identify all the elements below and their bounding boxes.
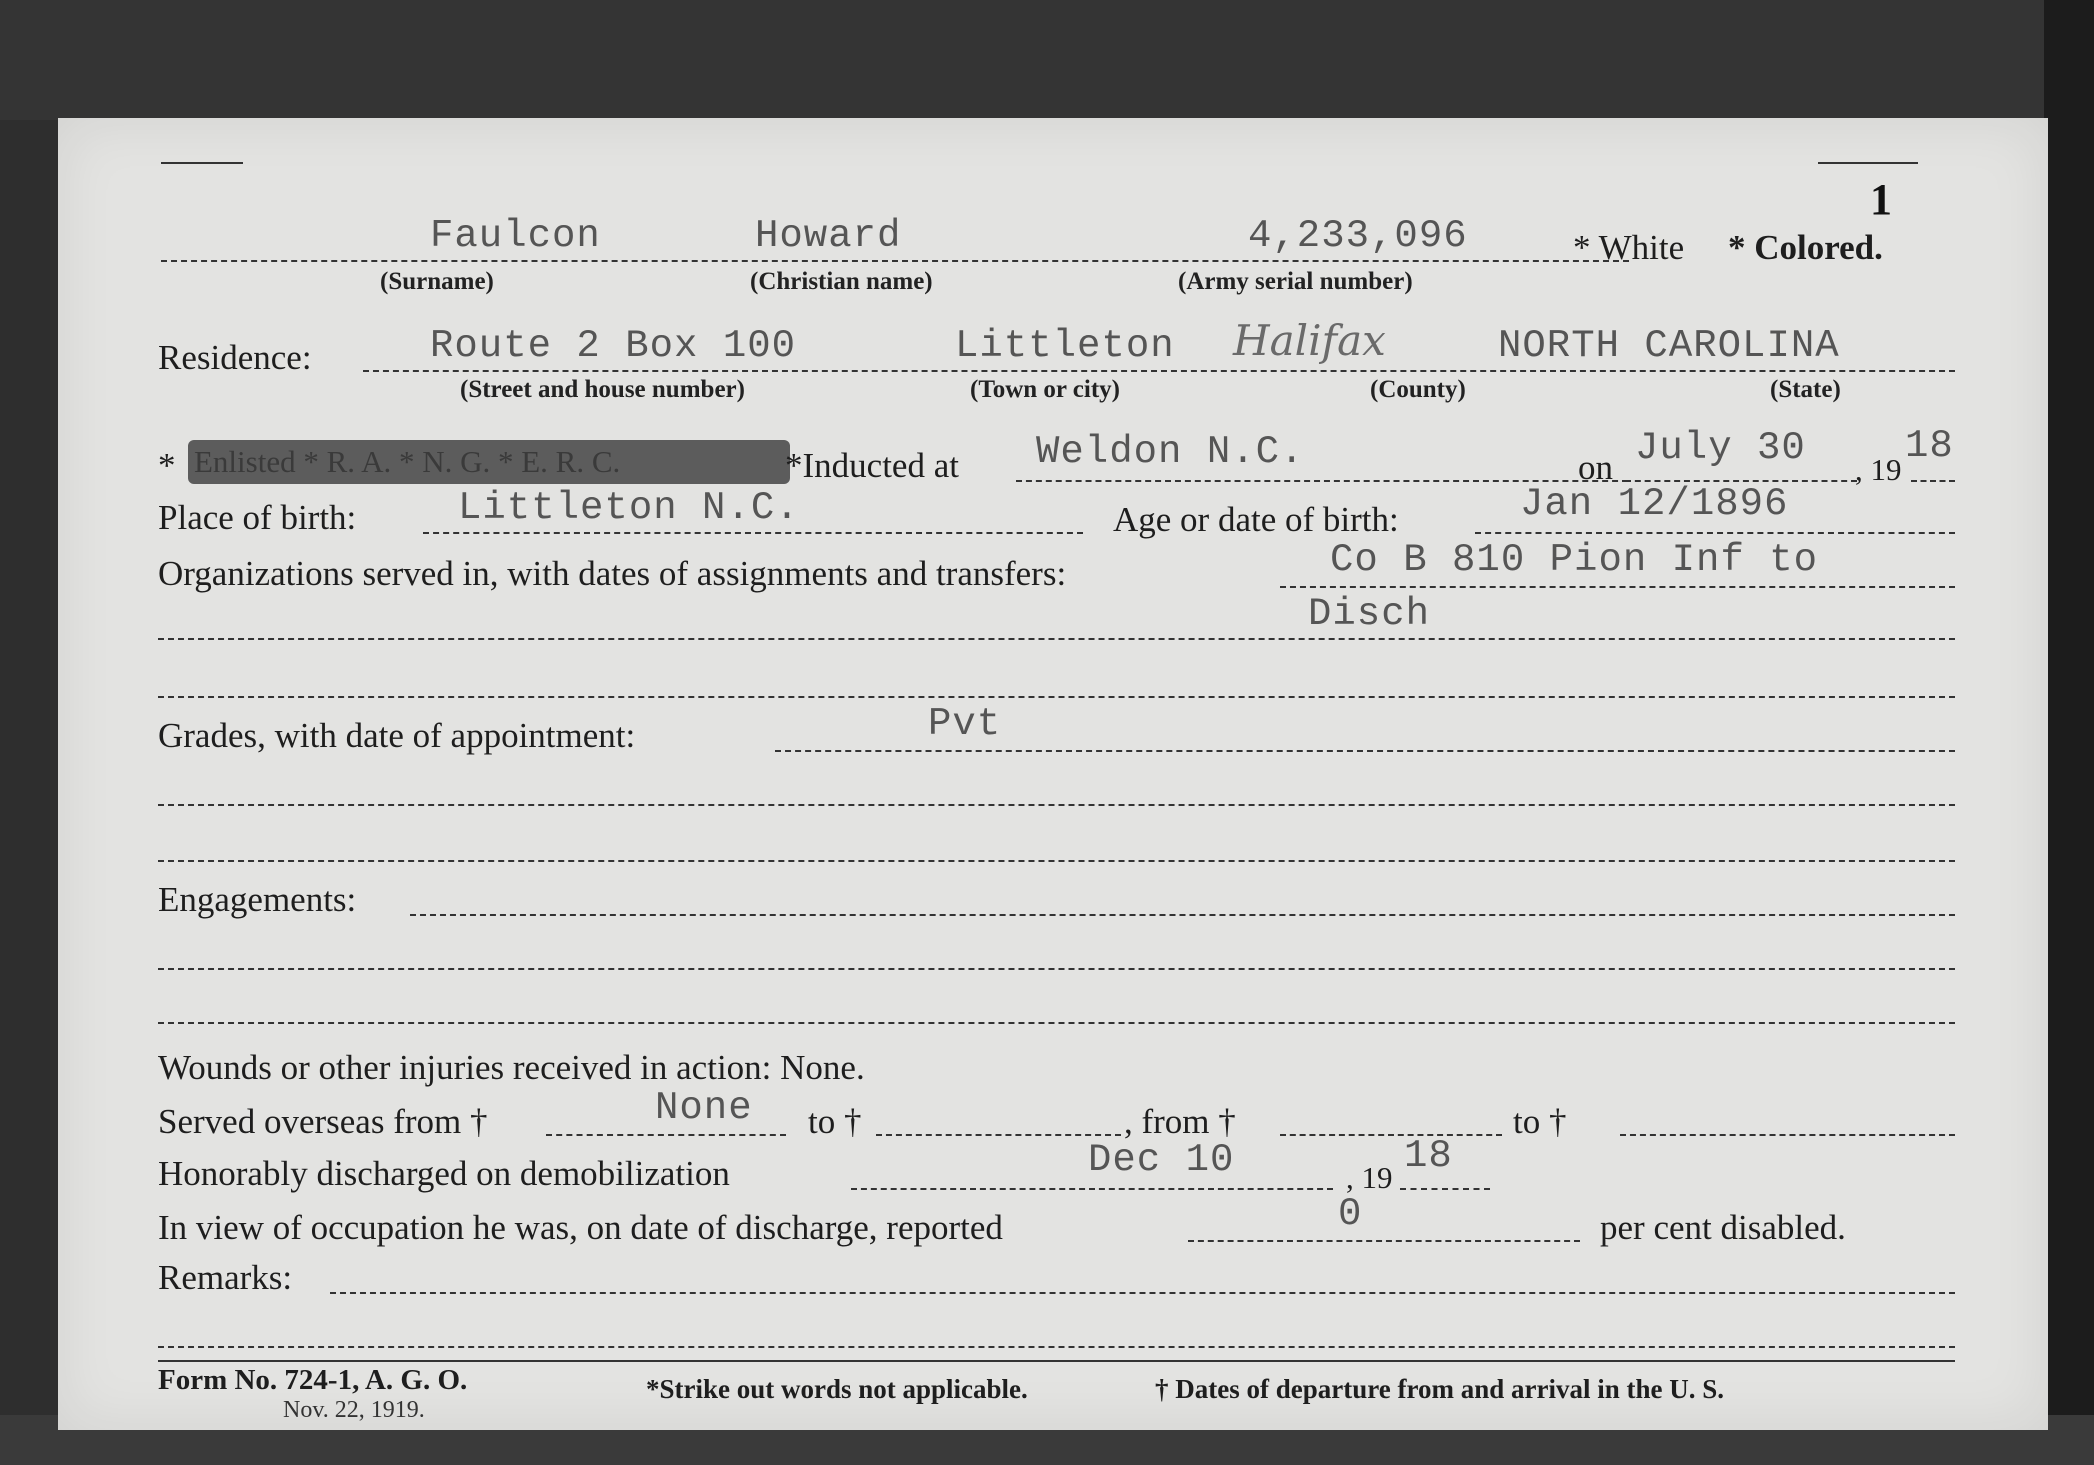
residence-line (363, 370, 1955, 372)
engagements-line-3 (158, 1022, 1955, 1024)
inducted-date-value: July 30 (1635, 426, 1806, 470)
form-number: Form No. 724-1, A. G. O. (158, 1364, 468, 1396)
discharge-date-line (851, 1188, 1333, 1190)
serial-number-value: 4,233,096 (1248, 214, 1468, 258)
overseas-to-label: to † (808, 1102, 862, 1141)
residence-county-value: Halifax (1233, 316, 1386, 365)
footer-rule (158, 1360, 1955, 1362)
organizations-line-2 (158, 638, 1955, 640)
inducted-year-line (1911, 480, 1955, 482)
discharge-label: Honorably discharged on demobilization (158, 1154, 730, 1193)
grades-label: Grades, with date of appointment: (158, 716, 636, 755)
card-number: 1 (1870, 175, 1892, 224)
name-line (161, 260, 1629, 262)
disability-line (1188, 1240, 1580, 1242)
overseas-to2-label: to † (1513, 1102, 1567, 1141)
inducted-year-value: 18 (1905, 424, 1954, 468)
inducted-place-value: Weldon N.C. (1036, 430, 1305, 474)
overseas-to-line (876, 1134, 1121, 1136)
grades-value: Pvt (928, 702, 1002, 746)
form-date: Nov. 22, 1919. (283, 1397, 425, 1423)
discharge-year-value: 18 (1404, 1134, 1453, 1178)
serial-number-caption: (Army serial number) (1178, 268, 1413, 295)
organizations-label: Organizations served in, with dates of assignments and transfers: (158, 554, 1067, 593)
organizations-line-1 (1280, 586, 1955, 588)
engagements-label: Engagements: (158, 880, 357, 919)
discharge-year-line (1400, 1188, 1490, 1190)
grades-line-3 (158, 860, 1955, 862)
enlisted-asterisk: * (158, 446, 176, 485)
struck-out-enlistment-text: Enlisted * R. A. * N. G. * E. R. C. (194, 444, 621, 479)
surname-caption: (Surname) (380, 268, 494, 295)
residence-label: Residence: (158, 338, 312, 377)
street-caption: (Street and house number) (460, 376, 745, 403)
inducted-on-label: on (1578, 448, 1613, 487)
discharge-year-prefix: , 19 (1346, 1160, 1393, 1195)
grades-line-2 (158, 804, 1955, 806)
scan-background-right (2044, 0, 2094, 1465)
struck-out-enlistment (188, 440, 790, 484)
disability-label: In view of occupation he was, on date of discharge, reported (158, 1208, 1003, 1247)
organizations-value-2: Disch (1308, 592, 1431, 636)
overseas-to2-line (1620, 1134, 1955, 1136)
wounds-label: Wounds or other injuries received in action: None. (158, 1048, 865, 1087)
footnote-strike-out: *Strike out words not applicable. (646, 1374, 1028, 1404)
grades-line-1 (775, 750, 1955, 752)
inducted-label: *Inducted at (785, 446, 959, 485)
remarks-label: Remarks: (158, 1258, 293, 1297)
race-colored: * Colored. (1728, 228, 1883, 267)
discharge-date-value: Dec 10 (1088, 1138, 1235, 1182)
corner-rule-right (1818, 162, 1918, 164)
overseas-from-value: None (655, 1086, 753, 1130)
town-caption: (Town or city) (970, 376, 1120, 403)
service-record-card (58, 118, 2048, 1430)
scan-background-top (0, 0, 2094, 120)
corner-rule-left (161, 162, 243, 164)
overseas-from-line (546, 1134, 786, 1136)
disability-suffix: per cent disabled. (1600, 1208, 1846, 1247)
disability-value: 0 (1338, 1192, 1363, 1236)
inducted-year-prefix: , 19 (1855, 452, 1902, 487)
remarks-line-1 (330, 1292, 1955, 1294)
residence-street-value: Route 2 Box 100 (430, 324, 797, 368)
residence-town-value: Littleton (955, 324, 1175, 368)
surname-value: Faulcon (430, 214, 601, 258)
engagements-line-1 (410, 914, 1955, 916)
overseas-from2-line (1280, 1134, 1502, 1136)
engagements-line-2 (158, 968, 1955, 970)
place-of-birth-label: Place of birth: (158, 498, 357, 537)
date-of-birth-value: Jan 12/1896 (1520, 482, 1789, 526)
place-of-birth-line (423, 532, 1083, 534)
overseas-label: Served overseas from † (158, 1102, 488, 1141)
date-of-birth-label: Age or date of birth: (1113, 500, 1399, 539)
organizations-value-1: Co B 810 Pion Inf to (1330, 538, 1819, 582)
race-white: * White (1573, 228, 1685, 267)
residence-state-value: NORTH CAROLINA (1498, 324, 1840, 368)
county-caption: (County) (1370, 376, 1466, 403)
christian-name-value: Howard (755, 214, 902, 258)
date-of-birth-line (1475, 532, 1955, 534)
overseas-from2-label: , from † (1124, 1102, 1236, 1141)
christian-name-caption: (Christian name) (750, 268, 933, 295)
remarks-line-2 (158, 1346, 1955, 1348)
place-of-birth-value: Littleton N.C. (458, 486, 800, 530)
organizations-line-3 (158, 696, 1955, 698)
state-caption: (State) (1770, 376, 1841, 403)
footnote-dates: † Dates of departure from and arrival in the U. S. (1155, 1374, 1724, 1404)
